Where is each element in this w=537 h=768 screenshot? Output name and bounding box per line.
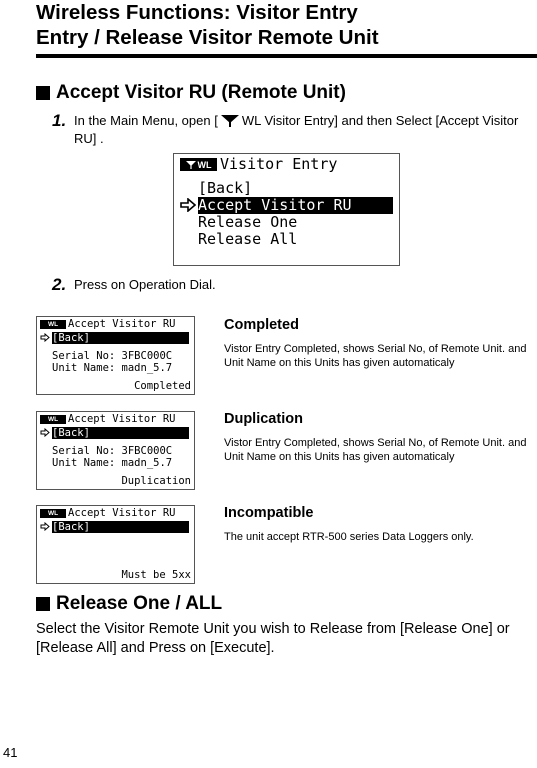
- result-title-completed: Completed: [224, 317, 299, 333]
- result-screen-completed: [36, 316, 195, 395]
- antenna-icon: [220, 114, 240, 131]
- step-1-number: 1.: [52, 111, 67, 130]
- square-bullet-icon: [36, 86, 50, 100]
- wl-label: WL: [47, 321, 59, 328]
- header-title-line1: Wireless Functions: Visitor Entry: [36, 1, 358, 24]
- unit-name-line: Unit Name: madn_5.7: [52, 362, 173, 374]
- step-2: [52, 277, 537, 293]
- result-screen-duplication: [36, 411, 195, 490]
- result-desc-completed: Vistor Entry Completed, shows Serial No, of Remote Unit. and Unit Name on this Units has given automaticaly: [224, 343, 527, 369]
- serial-no-line: Serial No: 3FBC000C: [52, 445, 173, 457]
- wl-badge: [40, 320, 66, 329]
- menu-item-release-one[interactable]: Release One: [198, 213, 298, 231]
- serial-no-line: Serial No: 3FBC000C: [52, 350, 173, 362]
- step-2-text: Press on Operation Dial.: [74, 277, 216, 292]
- selection-arrow-icon: [40, 522, 50, 531]
- section-heading-release: [36, 593, 222, 615]
- selection-arrow-icon: [40, 333, 50, 342]
- wl-badge: [40, 509, 66, 518]
- section-heading-accept-text: Accept Visitor RU (Remote Unit): [56, 82, 346, 103]
- result-desc-duplication: Vistor Entry Completed, shows Serial No, of Remote Unit. and Unit Name on this Units has given automaticaly: [224, 437, 527, 463]
- menu-item-back[interactable]: [Back]: [198, 179, 253, 197]
- result-title-incompatible: Incompatible: [224, 505, 314, 521]
- release-instructions: Select the Visitor Remote Unit you wish to Release from [Release One] or [Release All] and Press on [Execute].: [36, 621, 510, 656]
- step-1: [52, 113, 537, 147]
- wl-label: WL: [47, 416, 59, 423]
- menu-screen-title: Visitor Entry: [220, 155, 338, 173]
- screen-back-item[interactable]: [Back]: [52, 427, 189, 439]
- antenna-icon: [186, 161, 196, 169]
- section-heading-release-text: Release One / ALL: [56, 593, 223, 614]
- menu-item-accept-visitor-ru[interactable]: Accept Visitor RU: [198, 197, 393, 214]
- section-heading-accept: [36, 82, 346, 104]
- screen-title: Accept Visitor RU: [68, 507, 176, 519]
- page-number: 41: [3, 745, 18, 760]
- step-1-text-before: In the Main Menu, open [: [74, 113, 218, 128]
- screen-title: Accept Visitor RU: [68, 318, 176, 330]
- header-divider: [36, 54, 537, 58]
- result-screen-incompatible: [36, 505, 195, 584]
- result-title-duplication: Duplication: [224, 411, 303, 427]
- result-desc-incompatible: The unit accept RTR-500 series Data Loggers only.: [224, 531, 474, 543]
- wl-label: WL: [47, 510, 59, 517]
- square-bullet-icon: [36, 597, 50, 611]
- screen-back-item[interactable]: [Back]: [52, 332, 189, 344]
- screen-title: Accept Visitor RU: [68, 413, 176, 425]
- screen-back-item[interactable]: [Back]: [52, 521, 189, 533]
- step-2-number: 2.: [52, 275, 67, 294]
- screen-status: Duplication: [121, 475, 191, 487]
- wl-label: WL: [197, 159, 212, 170]
- selection-arrow-icon: [40, 428, 50, 437]
- page-header: [36, 0, 536, 50]
- header-title-line2: Entry / Release Visitor Remote Unit: [36, 26, 379, 49]
- screen-status: Must be 5xx: [121, 569, 191, 581]
- step-1-text: [74, 113, 537, 147]
- wl-badge: [40, 415, 66, 424]
- menu-screen: [173, 153, 400, 266]
- step-1-text-after: WL Visitor Entry] and then Select [Accept Visitor RU] .: [74, 113, 519, 146]
- wl-badge: [180, 158, 217, 171]
- unit-name-line: Unit Name: madn_5.7: [52, 457, 173, 469]
- menu-item-release-all[interactable]: Release All: [198, 230, 298, 248]
- selection-arrow-icon: [180, 198, 196, 212]
- screen-status: Completed: [134, 380, 191, 392]
